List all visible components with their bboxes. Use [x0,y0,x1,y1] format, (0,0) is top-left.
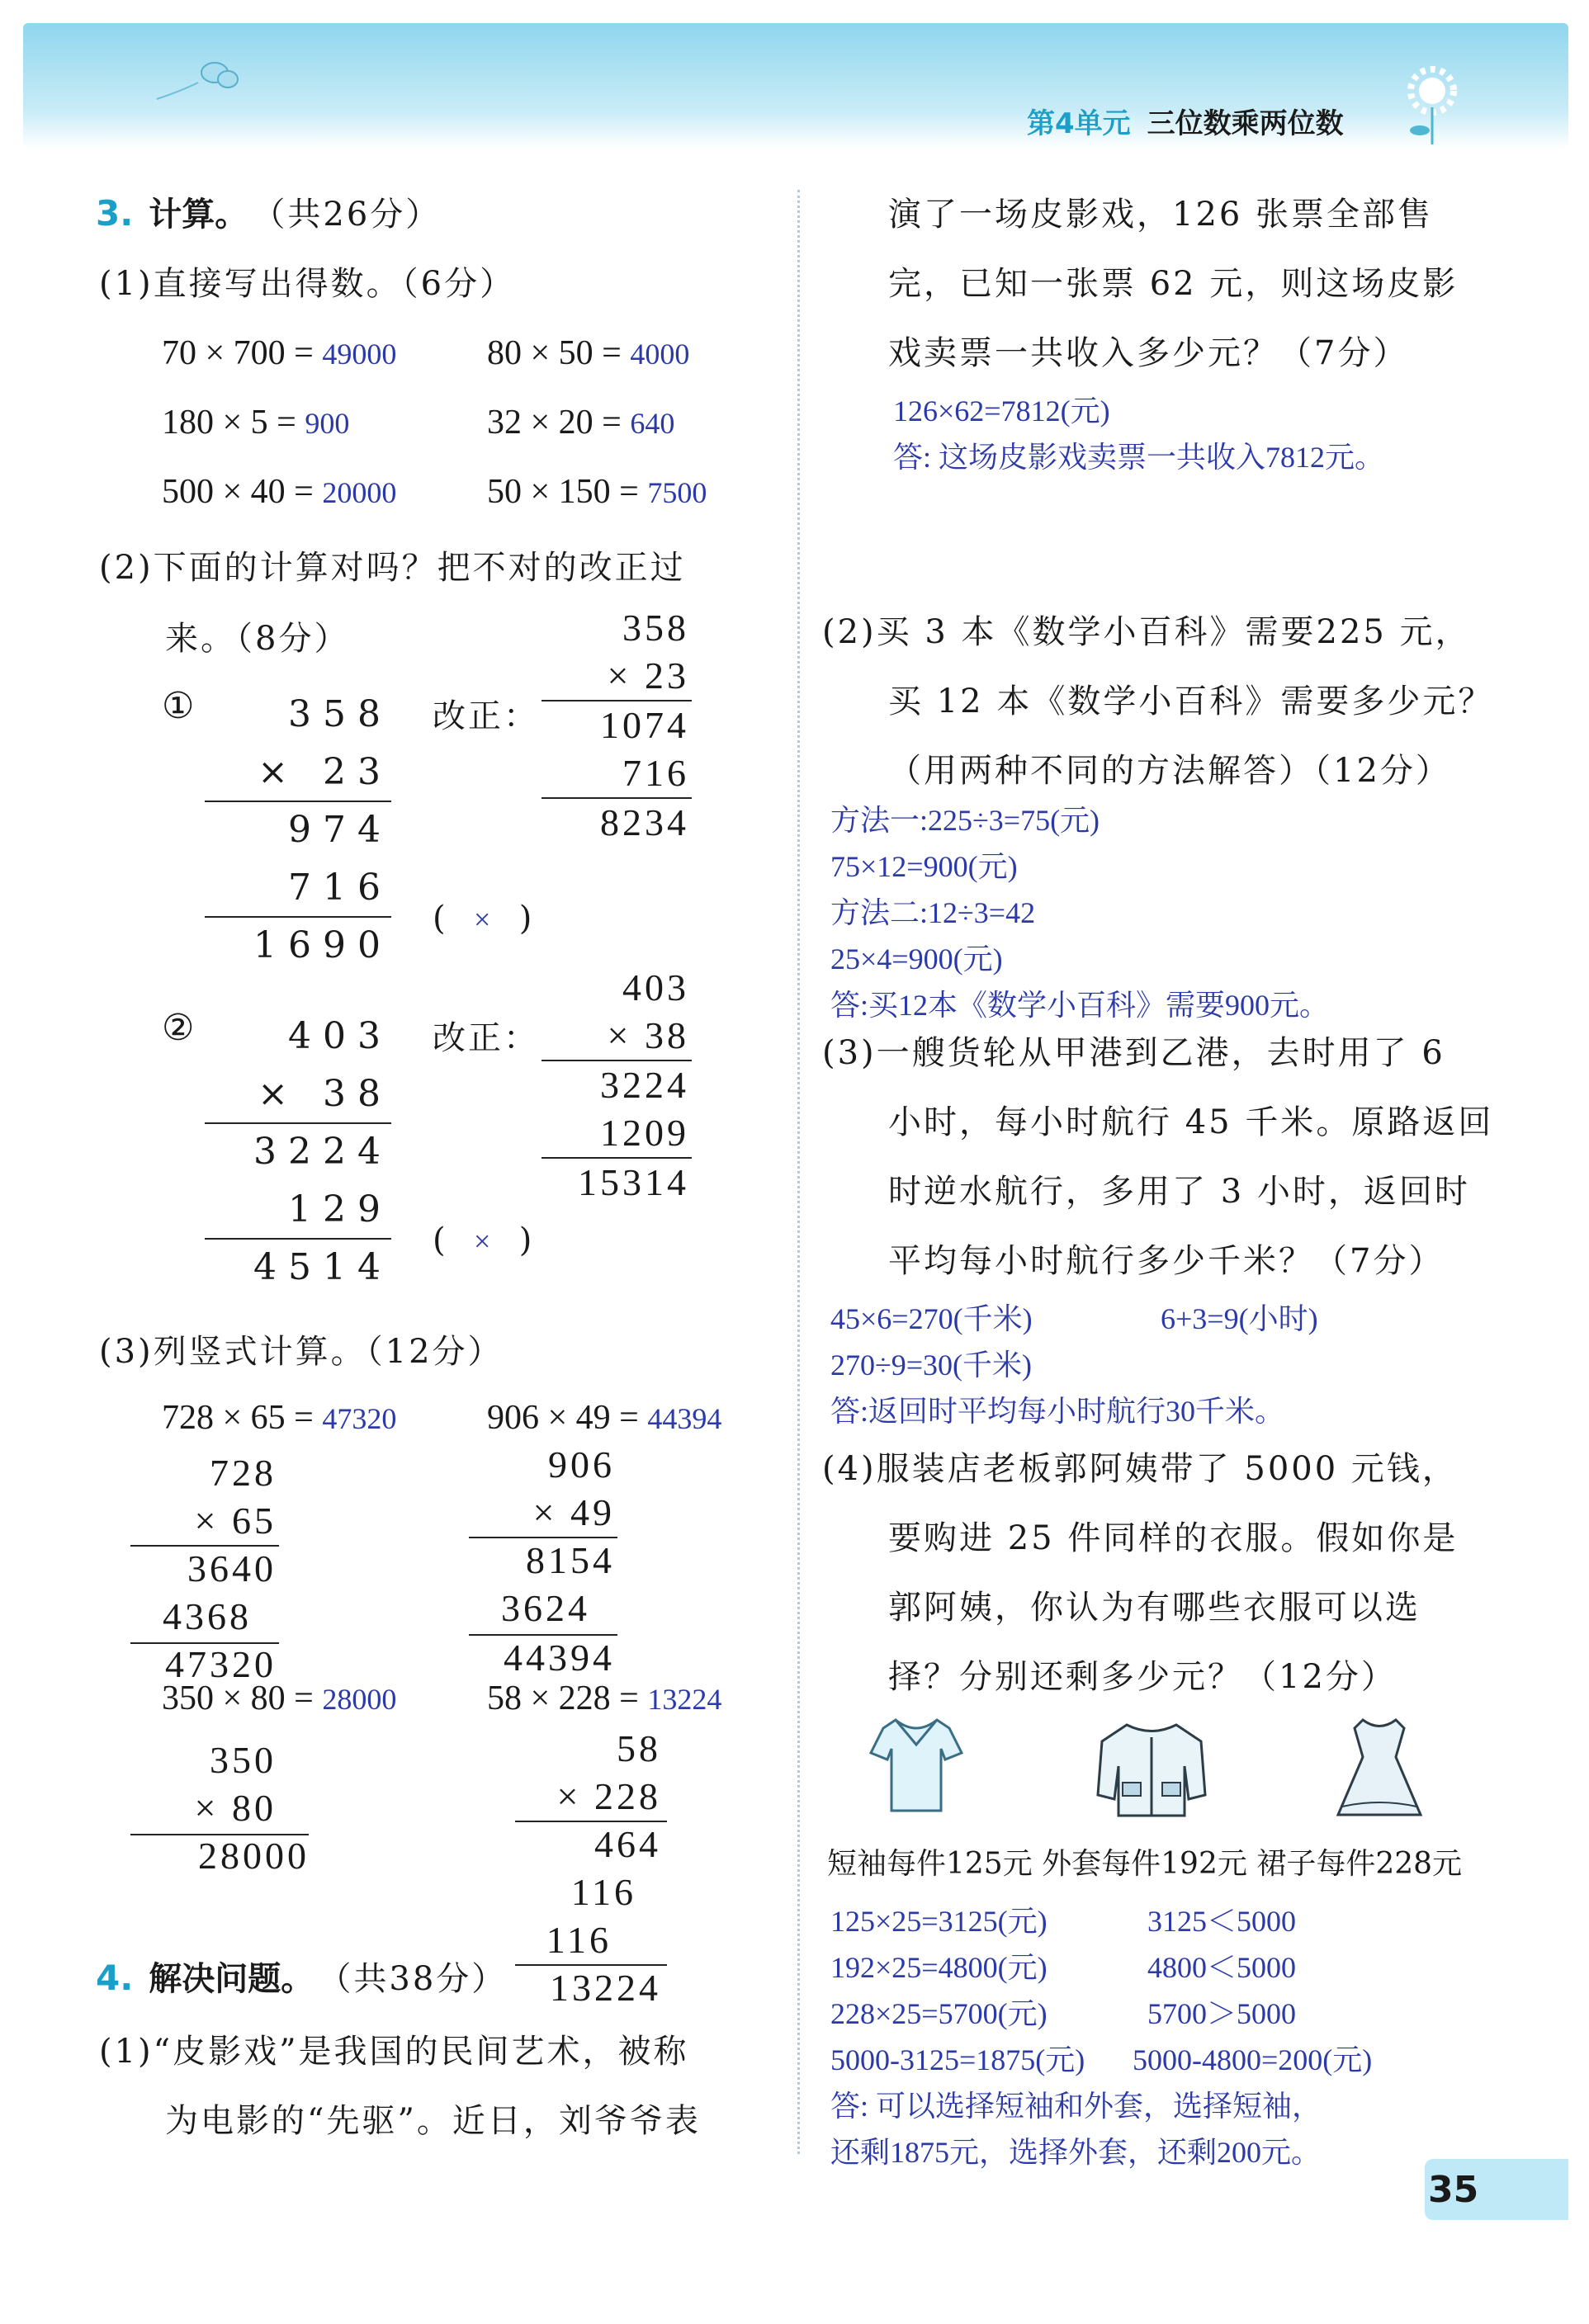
problem-4-1-line: 为电影的“先驱”。近日，刘爷爷表 [165,2102,701,2140]
fix-row: 3224 [600,1064,689,1106]
calc-equation: 728 × 65 = 47320 [162,1399,397,1437]
problem-4-2-line: 买 12 本《数学小百科》需要多少元？ [888,683,1494,720]
problem-4-3-line: 小时，每小时航行 45 千米。原路返回 [888,1103,1494,1141]
calc-row: 716 [288,867,392,909]
question-3-2-line2: 来。（8分） [165,620,350,658]
problem-4-3-line: (3)一艘货轮从甲港到乙港，去时用了 6 [822,1034,1445,1072]
answer-line: 228×25=5700(元) [830,1997,1048,2030]
fix-row: 15314 [578,1161,689,1203]
section-number: 4. [96,1958,134,1998]
problem-4-4-line: 要购进 25 件同样的衣服。假如你是 [888,1519,1459,1557]
answer-line: 5000-3125=1875(元) [830,2043,1085,2076]
section-title: 解决问题。 [149,1960,314,1998]
calc-row: 13224 [550,1967,661,2009]
answer-line: 4800＜5000 [1147,1951,1297,1984]
calc-line [205,1122,391,1124]
answer-line: 126×62=7812(元) [893,394,1110,427]
shirt-icon [867,1712,966,1819]
oral-item: 180 × 5 = 900 [162,404,350,442]
section-number: 3. [96,193,134,234]
question-3-2-line1: (2)下面的计算对吗？把不对的改正过 [99,549,686,587]
answer-line: 25×4=900(元) [830,942,1003,975]
answer-line: 答: 这场皮影戏卖票一共收入7812元。 [893,441,1385,474]
fix-row: 358 [622,607,689,649]
judge-mark: × [474,1225,494,1258]
calc-line [205,801,391,802]
calc-row: 1690 [253,924,392,966]
calc-line [541,797,692,799]
fix-row: 403 [622,966,689,1008]
problem-4-1-line: 演了一场皮影戏，126 张票全部售 [888,196,1434,234]
judge-mark: × [474,903,494,936]
dress-icon [1326,1712,1433,1827]
problem-4-1-line: 戏卖票一共收入多少元？（7分） [888,334,1409,372]
problem-4-2-line: （用两种不同的方法解答）（12分） [888,752,1451,790]
calc-equation: 58 × 228 = 13224 [487,1679,722,1717]
fix-row: 716 [622,752,689,794]
calc-row: × 38 [258,1073,392,1115]
judge-bracket: ( × ) [433,1221,535,1259]
problem-4-1-line: (1)“皮影戏”是我国的民间艺术，被称 [99,2033,689,2071]
fix-row: × 38 [607,1014,689,1056]
jacket-icon [1090,1717,1213,1824]
answer-line: 6+3=9(小时) [1161,1302,1318,1335]
calc-row: × 228 [556,1775,661,1817]
calc-row: 28000 [198,1835,310,1877]
answer-line: 5000-4800=200(元) [1133,2043,1373,2076]
answer-line: 方法二:12÷3=42 [830,896,1036,929]
unit-header [1027,101,1344,141]
calc-row: 906 [548,1443,615,1486]
fix-row: 1074 [600,704,689,746]
calc-line [205,916,391,918]
unit-label: 第4单元 [1027,107,1131,140]
page-number: 35 [1428,2169,1479,2211]
section-4-heading [96,1953,507,2000]
calc-row: 4368 [163,1595,252,1637]
butterfly-icon [149,50,248,107]
judge-bracket: ( × ) [433,900,535,938]
calc-row: × 80 [194,1787,277,1829]
question-3-3: (3)列竖式计算。（12分） [99,1333,504,1371]
problem-4-1-line: 完，已知一张票 62 元，则这场皮影 [888,265,1459,303]
calc-row: 129 [288,1188,392,1230]
answer-line: 45×6=270(千米) [830,1302,1033,1335]
calc-row: 3224 [253,1131,392,1173]
answer-line: 答:返回时平均每小时航行30千米。 [830,1395,1285,1428]
oral-item: 80 × 50 = 4000 [487,334,690,372]
calc-row: 403 [288,1015,392,1057]
oral-item: 32 × 20 = 640 [487,404,675,442]
calc-row: 728 [210,1452,277,1494]
answer-line: 3125＜5000 [1147,1905,1297,1938]
calc-row: 116 [546,1919,612,1961]
problem-4-3-line: 时逆水航行，多用了 3 小时，返回时 [888,1173,1470,1211]
clothing-prices: 短袖每件125元 外套每件192元 裙子每件228元 [827,1847,1463,1881]
fix-label: 改正： [433,1019,539,1057]
problem-4-4-line: 择？分别还剩多少元？（12分） [888,1658,1397,1696]
problem-4-4-line: 郭阿姨，你认为有哪些衣服可以选 [888,1589,1421,1627]
section-3-heading [96,188,441,235]
answer-line: 75×12=900(元) [830,850,1018,883]
oral-item: 500 × 40 = 20000 [162,473,397,511]
calc-row: 358 [288,693,392,735]
calc-line [541,1060,692,1061]
answer-line: 192×25=4800(元) [830,1951,1048,1984]
calc-row: × 65 [194,1500,277,1542]
oral-item: 50 × 150 = 7500 [487,473,707,511]
topic-label: 三位数乘两位数 [1147,107,1344,140]
fix-row: × 23 [607,654,689,697]
calc-row: 44394 [504,1637,615,1679]
answer-line: 270÷9=30(千米) [830,1349,1033,1382]
calc-line [541,1157,692,1159]
calc-equation: 906 × 49 = 44394 [487,1399,722,1437]
sunflower-icon [1387,58,1478,149]
calc-line [205,1238,391,1240]
calc-row: 116 [570,1871,636,1913]
answer-line: 还剩1875元，选择外套，还剩200元。 [830,2136,1322,2169]
calc-row: × 23 [258,751,392,793]
calc-line [541,700,692,701]
answer-line: 答:买12本《数学小百科》需要900元。 [830,989,1330,1022]
question-3-1: (1)直接写出得数。（6分） [99,265,516,303]
fix-label: 改正： [433,697,539,735]
calc-row: 58 [617,1727,661,1769]
calc-row: 974 [288,809,392,851]
answer-line: 方法一:225÷3=75(元) [830,804,1100,837]
calc-row: 47320 [165,1643,277,1685]
section-points: （共26分） [252,196,442,234]
calc-row: 464 [594,1823,661,1865]
fix-row: 1209 [600,1112,689,1154]
fix-row: 8234 [600,801,689,843]
item-mark-1: ① [162,685,197,727]
calc-row: 3640 [187,1547,277,1589]
item-mark-2: ② [162,1007,197,1049]
answer-line: 答: 可以选择短袖和外套，选择短袖， [830,2090,1322,2123]
problem-4-2-line: (2)买 3 本《数学小百科》需要225 元， [822,613,1471,651]
problem-4-4-line: (4)服装店老板郭阿姨带了 5000 元钱， [822,1450,1458,1488]
calc-equation: 350 × 80 = 28000 [162,1679,397,1717]
calc-row: 350 [210,1739,277,1781]
column-divider [797,190,800,2154]
section-title: 计算。 [149,196,248,234]
calc-row: × 49 [532,1491,615,1533]
oral-item: 70 × 700 = 49000 [162,334,397,372]
section-points: （共38分） [318,1960,508,1998]
problem-4-3-line: 平均每小时航行多少千米？（7分） [888,1242,1445,1280]
answer-line: 5700＞5000 [1147,1997,1297,2030]
calc-row: 3624 [501,1587,590,1629]
calc-row: 4514 [253,1246,392,1288]
answer-line: 125×25=3125(元) [830,1905,1048,1938]
calc-row: 8154 [526,1539,615,1581]
